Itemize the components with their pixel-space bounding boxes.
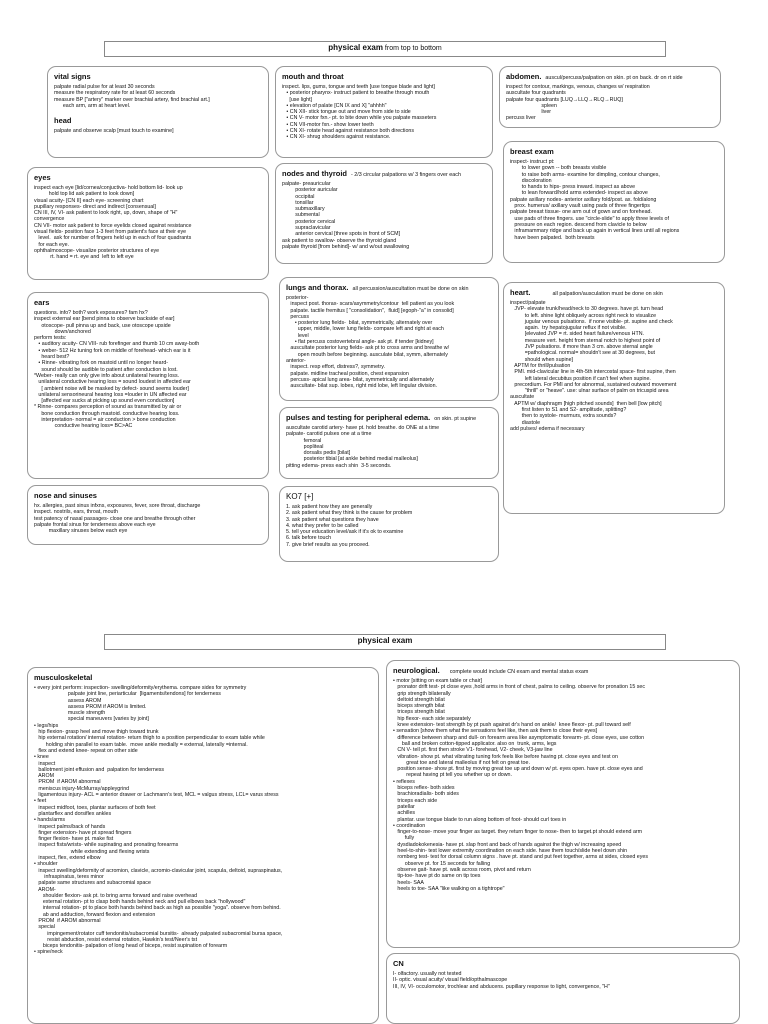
- pulses-heading: pulses and testing for peripheral edema.: [286, 413, 431, 422]
- text-line: "thrill" or "heave". use: ulnar surface of palm on tricuspid area: [510, 388, 669, 395]
- msk-lines: [34, 685, 372, 956]
- head-lines: [54, 128, 262, 134]
- abdomen-lines: [506, 84, 714, 122]
- heart-heading-row: [510, 288, 718, 297]
- text-line: • auditory acuity- CN VIII- rub forefinger and thumb 10 cm away-both: [34, 341, 200, 348]
- text-line: • CN V- motor fxn.- pt. to bite down while you palpate masseters: [282, 115, 437, 122]
- text-line: great toe and lateral malleolus if not felt on great toe.: [393, 759, 530, 766]
- text-line: posterior-: [286, 295, 309, 301]
- text-line: 5. tell your education level/ask if it's ok to examine: [286, 529, 404, 536]
- text-line: biceps reflex- both sides: [393, 785, 455, 792]
- text-line: otoscope- pull pinna up and back, use otoscope upside: [34, 322, 171, 329]
- page1-title-bar: [104, 41, 666, 57]
- text-line: [elevated JVP = rt. sided heart failure/venous HTN.: [510, 331, 645, 338]
- text-line: interpretation- normal = air conduction > bone conduction: [34, 417, 176, 424]
- text-line: deltoid strength bilat: [393, 696, 445, 703]
- text-line: sound should be audible to patient after conduction is lost.: [34, 366, 178, 373]
- text-line: • posterior lung fields- bilat, symmetrically, alternately over: [286, 320, 433, 327]
- page2-title: physical exam: [357, 636, 413, 645]
- heart-section: [503, 282, 725, 514]
- msk-section: [27, 667, 379, 1024]
- text-line: repeat having pt tell you whether up or down.: [393, 772, 512, 779]
- text-line: 3. ask patient what questions they have: [286, 516, 379, 523]
- abdomen-heading: abdomen.: [506, 72, 542, 81]
- text-line: holding shin parallel to exam table. move ankle medially = external, laterally =internal.: [34, 741, 248, 748]
- text-line: 2. ask patient what they think is the cause for problem: [286, 510, 413, 517]
- text-line: special: [34, 924, 55, 931]
- text-line: discoloration: [510, 177, 552, 184]
- text-line: ligamentous injury- ACL = anterior drawer or Lachmann's test, MCL = valgus stress, LCL= varus stress: [34, 792, 279, 799]
- text-line: ball and broken cotton-tipped applicator. also on trunk, arms, legs: [393, 740, 557, 747]
- eyes-lines: [34, 185, 262, 261]
- text-line: inspect swelling/deformity of acromion, clavicle, acromio-clavicular joint, scapula, deltoid, supraspinatus,: [34, 867, 283, 874]
- text-line: • coordination: [393, 822, 426, 829]
- text-line: romberg test- test for dorsal column signs . have pt. stand and put feet together, arms at sides, closed eyes: [393, 854, 648, 861]
- text-line: inspect. resp effort, distress?, symmetry.: [286, 364, 386, 371]
- mouth-section: [275, 66, 493, 158]
- text-line: down/anchored: [34, 328, 91, 335]
- cn-heading: CN: [393, 959, 404, 968]
- text-line: ballotment joint effusion and palpation for tenderness: [34, 766, 165, 773]
- text-line: liver: [506, 109, 552, 116]
- text-line: femoral: [286, 437, 322, 444]
- text-line: • knee: [34, 754, 49, 761]
- text-line: measure vert. height from sternal notch to highest point of: [510, 337, 661, 344]
- vitals-heading: vital signs: [54, 72, 91, 81]
- text-line: to lean forward/hold arms extended- inspect as above: [510, 190, 648, 197]
- heart-sub: all palpation/ausculation must be done on skin: [552, 291, 663, 297]
- text-line: finger-to-nose- move your finger as target. they return finger to nose- then to target.pt should extend arm: [393, 829, 643, 836]
- text-line: [affected ear sucks at picking up sound even conduction]: [34, 398, 175, 405]
- text-line: inframammary ridge and back up again in vertical lines until all regions: [510, 228, 680, 235]
- neuro-heading: neurological.: [393, 666, 440, 675]
- text-line: conductive hearing loss= BC>AC: [34, 423, 133, 430]
- text-line: palpate four quadrants [LUQ→LLQ→RLQ→RUQ]: [506, 96, 623, 103]
- text-line: perform tests:: [34, 335, 67, 342]
- text-line: observe gait- have pt. walk across room, pivot and return: [393, 866, 531, 873]
- text-line: palpate breast tissue- one arm out of gown and on forehead.: [510, 209, 652, 216]
- text-line: inspect fists/wrists- while supinating and pronating forearms: [34, 842, 179, 849]
- page1-subtitle: from top to bottom: [384, 45, 442, 52]
- text-line: ophthalmoscope- visualize posterior structures of eye: [34, 247, 160, 254]
- text-line: to lower gown -- both breasts visible: [510, 165, 607, 172]
- text-line: finger extension- have pt spread fingers: [34, 829, 132, 836]
- text-line: auscultate- bilat sup. lobes, right mid lobe, left lingular division.: [286, 383, 438, 390]
- text-line: knee extension- test strength by pt push against dr's hand on ankle/ knee flexor- pt. pull toward self: [393, 722, 631, 729]
- text-line: measure BP ["artery" marker over brachial artery, find brachial art.]: [54, 96, 210, 103]
- ears-section: [27, 292, 269, 479]
- vitals-lines: [54, 84, 262, 109]
- text-line: level. ask for number of fingers held up in each of four quadrants: [34, 235, 192, 242]
- text-line: hip flexor- each side separately: [393, 715, 471, 722]
- text-line: III, IV, VI- occulomotor, trochlear and abducens. pupillary response to light, convergence, "H": [393, 983, 610, 990]
- text-line: popliteal: [286, 443, 324, 450]
- nodes-sub: - 2/3 circular palpations w/ 3 fingers over each: [351, 172, 461, 178]
- text-line: inspect each eye [lid/cornea/conjuctiva- hold bottom lid- look up: [34, 185, 183, 191]
- cn-lines: [393, 971, 733, 990]
- text-line: brachioradialis- both sides: [393, 791, 459, 798]
- text-line: position sense- show pt. first by moving great toe up and down w/ pt. eyes open. have pt. close eyes and: [393, 766, 643, 773]
- text-line: open mouth before beginning. ausculate bilat, symm, alternately: [286, 351, 448, 358]
- text-line: occipital: [282, 193, 315, 200]
- text-line: APTM w/ diaphragm [high pitched sounds] then bell [low pitch]: [510, 400, 662, 407]
- nose-section: [27, 485, 269, 545]
- text-line: inspect external ear [bend pinna to observe backside of ear]: [34, 316, 175, 323]
- text-line: • feet: [34, 798, 47, 805]
- mouth-heading: mouth and throat: [282, 72, 344, 81]
- nose-heading: nose and sinuses: [34, 491, 97, 500]
- text-line: vibration- show pt. what vibrating tuning fork feels like before having pt. close eyes and test on: [393, 753, 618, 760]
- nodes-lines: [282, 181, 486, 250]
- text-line: =pathological. normal= shouldn't see at 30 degrees, but: [510, 350, 656, 357]
- text-line: • Rinne- vibrating fork on mastoid until no longer heard-: [34, 360, 169, 367]
- text-line: upper, middle, lower lung fields- compare left and right at each: [286, 326, 444, 333]
- text-line: inspect/palpate: [510, 300, 546, 306]
- text-line: palpate joint line, periarticular [ligaments/tendons] for tenderness: [34, 691, 221, 698]
- text-line: difference between sharp and dull- on forearm area like asymptomatic forearm- pt. close eyes, use cotton: [393, 734, 645, 741]
- eyes-heading: eyes: [34, 173, 51, 182]
- text-line: CN V- tell pt. first then stroke V1- forehead, V2- cheek, V3-jaw line: [393, 747, 553, 754]
- text-line: supraclavicular: [282, 225, 331, 232]
- mouth-lines: [282, 84, 486, 141]
- abdomen-section: [499, 66, 721, 128]
- text-line: dysdiadokokenesia- have pt. slap front and back of hands against the thigh w/ increasing speed: [393, 841, 622, 848]
- text-line: • legs/hips: [34, 722, 59, 729]
- text-line: fully: [393, 835, 415, 842]
- page1-title: physical exam: [328, 43, 383, 52]
- pulses-section: [279, 407, 499, 479]
- text-line: • flat percuss costovertebral angle- ask pt. if tender [kidney]: [286, 339, 434, 346]
- text-line: impingement/rotator cuff tendonitis/subacromial bursitis- already palpated subacromial bursa space,: [34, 930, 283, 937]
- text-line: questions. info? both? work exposures? fam hx?: [34, 310, 148, 316]
- text-line: palpate- preauricular: [282, 181, 331, 187]
- text-line: finger flexion- have pt. make fist: [34, 836, 114, 843]
- text-line: *Weber- really can only give info about unilateral hearing loss.: [34, 372, 180, 379]
- text-line: palpate- carotid pulses one at a time: [286, 431, 372, 438]
- text-line: then to systole- murmurs, extra sounds?: [510, 413, 617, 420]
- text-line: biceps tendonitis- palpation of long head of biceps, resist supination of forearm: [34, 943, 228, 950]
- text-line: 4. what they prefer to be called: [286, 522, 359, 529]
- text-line: have been palpated. both breasts: [510, 234, 595, 241]
- text-line: 6. talk before touch: [286, 535, 332, 542]
- ko7-section: [279, 486, 499, 562]
- text-line: inspect midfoot, toes, plantar surfaces of both feet: [34, 804, 156, 811]
- text-line: jugular venous pulsations. if none visible- pt. supine and check: [510, 318, 673, 325]
- text-line: auscultate four quadrants: [506, 90, 566, 97]
- pulses-sub: on skin. pt supine: [434, 416, 477, 422]
- text-line: posterior tibial [at ankle behind medial malleolus]: [286, 456, 418, 463]
- breast-section: [503, 141, 725, 263]
- text-line: ab and adduction, forward flexion and extension: [34, 911, 156, 918]
- text-line: heard best?: [34, 354, 70, 361]
- text-line: hold top lid ask patient to look down]: [34, 191, 135, 198]
- vitals-section: [47, 66, 269, 158]
- text-line: palpate and observe scalp [must touch to examine]: [54, 128, 174, 135]
- text-line: II- optic. visual acuity/ visual field/opthalmascope: [393, 977, 508, 984]
- text-line: should when supine]: [510, 356, 574, 363]
- text-line: percuss- apical lung area- bilat, symmetrically and alternately: [286, 376, 434, 383]
- heart-heading: heart.: [510, 288, 531, 297]
- text-line: while extending and flexing wrists: [34, 848, 150, 855]
- text-line: [use light]: [282, 96, 313, 103]
- lungs-heading-row: [286, 283, 492, 292]
- text-line: special maneuvers [varies by joint]: [34, 716, 149, 723]
- text-line: inspect. nostrils, ears, throat, mouth: [34, 509, 118, 516]
- nodes-heading-row: [282, 169, 486, 178]
- text-line: inspect: [34, 760, 56, 767]
- ears-lines: [34, 310, 262, 430]
- text-line: meniscus injury-McMurray/appleygrind: [34, 785, 130, 792]
- text-line: • elevation of palate [CN IX and X] "ahhhh": [282, 102, 387, 109]
- text-line: • hands/arms: [34, 817, 66, 824]
- text-line: • weber- 512 Hz tuning fork on middle of forehead- which ear is it: [34, 347, 191, 354]
- text-line: flex and extend knee- repeat on other side: [34, 747, 138, 754]
- text-line: again. try hepatojugular reflux if not visible.: [510, 325, 627, 332]
- text-line: patellar: [393, 803, 415, 810]
- breast-heading: breast exam: [510, 147, 554, 156]
- ears-heading: ears: [34, 298, 50, 307]
- text-line: to left. shine light obliquely across right neck to visualize: [510, 312, 657, 319]
- text-line: palpate radial pulse for at least 30 seconds: [54, 84, 155, 90]
- text-line: heel-to-shin- test lower extremity coordination on each side. have them touch/slide heel down shin: [393, 848, 628, 855]
- text-line: pupillary responses- direct and indirect [consensual]: [34, 203, 156, 210]
- text-line: each arm, arm at heart level.: [54, 102, 131, 109]
- lungs-section: [279, 277, 499, 401]
- ko7-lines: [286, 504, 492, 548]
- text-line: • CN XI- rotate head against resistance both directions: [282, 128, 414, 135]
- text-line: palpate frontal sinus for tenderness above each eye: [34, 521, 156, 528]
- text-line: external rotation- pt to clasp both hands behind neck and pull elbows back "hollywood": [34, 899, 246, 906]
- text-line: bone conduction through mastoid. conductive hearing loss.: [34, 410, 180, 417]
- text-line: resist abduction, resist external rotation, Hawkin's test/Neer's tst: [34, 936, 198, 943]
- text-line: level: [286, 332, 309, 339]
- text-line: inspect, flex, extend elbow: [34, 855, 101, 862]
- text-line: percuss: [286, 313, 309, 320]
- text-line: infraspinatus, teres minor: [34, 873, 104, 880]
- text-line: grip strength bilaterally: [393, 690, 451, 697]
- text-line: inspect for contour, markings, venous, changes w/ respiration: [506, 84, 650, 90]
- text-line: posterior cervical: [282, 218, 336, 225]
- text-line: • shoulder: [34, 861, 58, 868]
- text-line: 7. give brief results as you proceed.: [286, 541, 370, 548]
- text-line: • CN XI- shrug shoulders against resistance.: [282, 134, 391, 141]
- text-line: palpate same structures and subacromial space: [34, 880, 151, 887]
- text-line: observe pt. for 15 seconds for falling: [393, 860, 491, 867]
- text-line: prox. humerus/ axillary vault using pads of three fingertips: [510, 203, 650, 210]
- msk-heading: musculoskeletal: [34, 673, 93, 682]
- neuro-heading-row: [393, 666, 733, 675]
- pulses-lines: [286, 425, 492, 469]
- text-line: internal rotation- pt to place both hands behind back as high as possible "yoga". observe from behind.: [34, 905, 281, 912]
- text-line: triceps each side: [393, 797, 438, 804]
- lungs-sub: all percussion/auscultation must be done on skin: [352, 286, 469, 292]
- neuro-lines: [393, 678, 733, 892]
- text-line: inspect- instruct pt:: [510, 159, 555, 165]
- text-line: palpate thyroid [from behind]- w/ and w/out swallowing: [282, 243, 410, 250]
- text-line: anterior cervical [three spots in front of SCM]: [282, 231, 401, 238]
- text-line: anterior-: [286, 357, 306, 364]
- page2-title-bar: [104, 634, 666, 650]
- text-line: • spine/neck: [34, 949, 63, 956]
- text-line: assess PROM if AROM is limited.: [34, 703, 147, 710]
- lungs-heading: lungs and thorax.: [286, 283, 349, 292]
- text-line: rt. hand = rt. eye and left to left eye: [34, 254, 134, 261]
- text-line: add pulses/ edema if necessary: [510, 425, 585, 432]
- text-line: inspect post. thorax- scars/asymmetry/contour tell patient as you look: [286, 301, 455, 308]
- text-line: auscultate: [510, 394, 535, 401]
- text-line: pressure on each region. descend from clavicle to below: [510, 221, 647, 228]
- text-line: use pads of three fingers. use "circle-slide" to apply three levels of: [510, 215, 669, 222]
- text-line: posterior auricular: [282, 187, 338, 194]
- text-line: • posterior pharynx- instruct patient to breathe through mouth: [282, 90, 430, 97]
- text-line: plantarflex and dorsiflex ankles: [34, 810, 112, 817]
- text-line: • every joint perform: inspection- swelling/deformity/erythema. compare sides for symmetry: [34, 685, 247, 691]
- neuro-sub: complete would include CN exam and mental status exam: [449, 669, 589, 675]
- text-line: triceps strength bilat: [393, 709, 445, 716]
- text-line: diastole: [510, 419, 541, 426]
- text-line: inspect palms/back of hands: [34, 823, 106, 830]
- nose-lines: [34, 503, 262, 534]
- text-line: • CN XII- stick tongue out and move from side to side: [282, 109, 411, 116]
- pulses-heading-row: [286, 413, 492, 422]
- text-line: maxillary sinuses below each eye: [34, 528, 128, 535]
- text-line: auscultate carotid artery- have pt. hold breathe. do ONE at a time: [286, 425, 440, 431]
- text-line: biceps strength bilat: [393, 703, 445, 710]
- text-line: tip-toe- have pt do same on tip toes: [393, 873, 481, 880]
- eyes-section: [27, 167, 269, 280]
- text-line: CN III, IV, VI- ask patient to look right, up, down, shape of "H": [34, 210, 178, 217]
- text-line: assess AROM: [34, 697, 102, 704]
- nodes-section: [275, 163, 493, 264]
- text-line: AROM: [34, 773, 55, 780]
- text-line: shoulder flexion- ask pt. to bring arms forward and raise overhead: [34, 892, 198, 899]
- text-line: * Rinne- compares perception of sound as transmitted by air or: [34, 404, 182, 411]
- text-line: dorsalis pedis [bilat]: [286, 450, 351, 457]
- text-line: percuss liver: [506, 115, 536, 122]
- text-line: achilles: [393, 810, 416, 817]
- text-line: unilateral conductive hearing loss = sound loudest in affected ear: [34, 379, 191, 386]
- text-line: precordium. For PMI and for abnormal, sustained outward movement: [510, 381, 677, 388]
- text-line: hip flexion- grasp heel and move thigh toward trunk: [34, 729, 159, 736]
- text-line: heels to toe- SAA "like walking on a tightrope": [393, 885, 505, 892]
- text-line: AROM-: [34, 886, 56, 893]
- text-line: CN VII- motor ask patient to force eyelids closed against resistance: [34, 222, 192, 229]
- text-line: first listen to S1 and S2- amplitude, splitting?: [510, 407, 627, 414]
- text-line: JVP- elevate trunk/head/neck to 30 degrees. have pt. turn head: [510, 306, 664, 313]
- text-line: tonsillar: [282, 199, 314, 206]
- head-heading: head: [54, 116, 72, 126]
- abdomen-sub: auscul/percuss/palpation on skin. pt on back. dr on rt side: [545, 75, 683, 81]
- text-line: PROM if AROM abnormal: [34, 779, 101, 786]
- text-line: heels- SAA: [393, 879, 424, 886]
- text-line: hip external rotation/ internal rotation- return thigh to a position perpendicular to exam table while: [34, 735, 265, 742]
- text-line: [ ambient noise will be masked by defect- sound seems louder]: [34, 385, 189, 392]
- text-line: pronator drift test- pt close eyes ,hold arms in front of chest, palms to ceiling. observe for pronation 15 sec: [393, 684, 646, 691]
- text-line: PMI. mid-clavicular line in 4th-5th intercostal space- first supine, then: [510, 369, 676, 376]
- text-line: visual acuity- [CN II] each eye- screening chart: [34, 197, 144, 204]
- text-line: • motor [sitting on exam table or chair]: [393, 678, 482, 684]
- text-line: hx. allergies, past sinus infxns, exposures, fever, sore throat, discharge: [34, 503, 201, 509]
- text-line: test patency of nasal passages- close one and breathe through other: [34, 515, 196, 522]
- text-line: spleen: [506, 102, 557, 109]
- heart-lines: [510, 300, 718, 432]
- text-line: muscle strength: [34, 710, 106, 717]
- text-line: palpate. tactile fremitus [ "consolidation", fluid] [egoph-"a" in consolid]: [286, 307, 454, 314]
- text-line: visual fields- position face 1-3 feet from patient's face at their eye: [34, 229, 187, 236]
- text-line: to raise both arms- examine for dimpling, contour changes,: [510, 171, 660, 178]
- ko7-heading: KO7 [+]: [286, 492, 314, 501]
- text-line: unilateral sensorineural hearing loss =louder in UN affected ear: [34, 391, 187, 398]
- text-line: I- olfactory. usually not tested: [393, 971, 462, 977]
- text-line: for each eye.: [34, 241, 70, 248]
- breast-lines: [510, 159, 718, 241]
- text-line: • CN VII-motor fxn.- show lower teeth: [282, 121, 374, 128]
- text-line: measure the respiratory rate for at least 60 seconds: [54, 90, 176, 97]
- text-line: to hands to hips- press inward. inspect as above: [510, 184, 636, 191]
- text-line: 1. ask patient how they are generally: [286, 504, 373, 510]
- cn-section: [386, 953, 740, 1024]
- text-line: palpate. midline tracheal position, chest expansion: [286, 370, 409, 377]
- nodes-heading: nodes and thyroid: [282, 169, 348, 178]
- neuro-section: [386, 660, 740, 948]
- text-line: inspect. lips, gums, tongue and teeth [use tongue blade and light]: [282, 84, 435, 90]
- text-line: submental: [282, 212, 320, 219]
- text-line: left lateral decubitus position if can't feel when supine.: [510, 375, 651, 382]
- text-line: ask patient to swallow- observe the thyroid gland: [282, 237, 397, 244]
- text-line: JVP pulsations. if more than 3 cm. above sternal angle: [510, 344, 653, 351]
- text-line: • reflexes: [393, 778, 415, 785]
- text-line: • sensation [show them what the sensations feel like, then ask them to close their eyes]: [393, 728, 598, 735]
- text-line: plantar. use tongue blade to run along bottom of foot- should curl toes in: [393, 816, 567, 823]
- text-line: palpate axillary nodes- anterior axillary fold/post. ax. fold/along: [510, 196, 657, 203]
- abdomen-heading-row: [506, 72, 714, 81]
- text-line: convergence: [34, 216, 65, 223]
- text-line: PROM if AROM abnormal: [34, 917, 101, 924]
- lungs-lines: [286, 295, 492, 389]
- text-line: APTM for thrill/pulsation: [510, 362, 571, 369]
- text-line: submaxillary: [282, 206, 325, 213]
- text-line: pitting edema- press each shin 3-5 seconds.: [286, 462, 392, 469]
- text-line: auscultate posterior lung fields- ask pt to cross arms and breathe w/: [286, 345, 450, 352]
